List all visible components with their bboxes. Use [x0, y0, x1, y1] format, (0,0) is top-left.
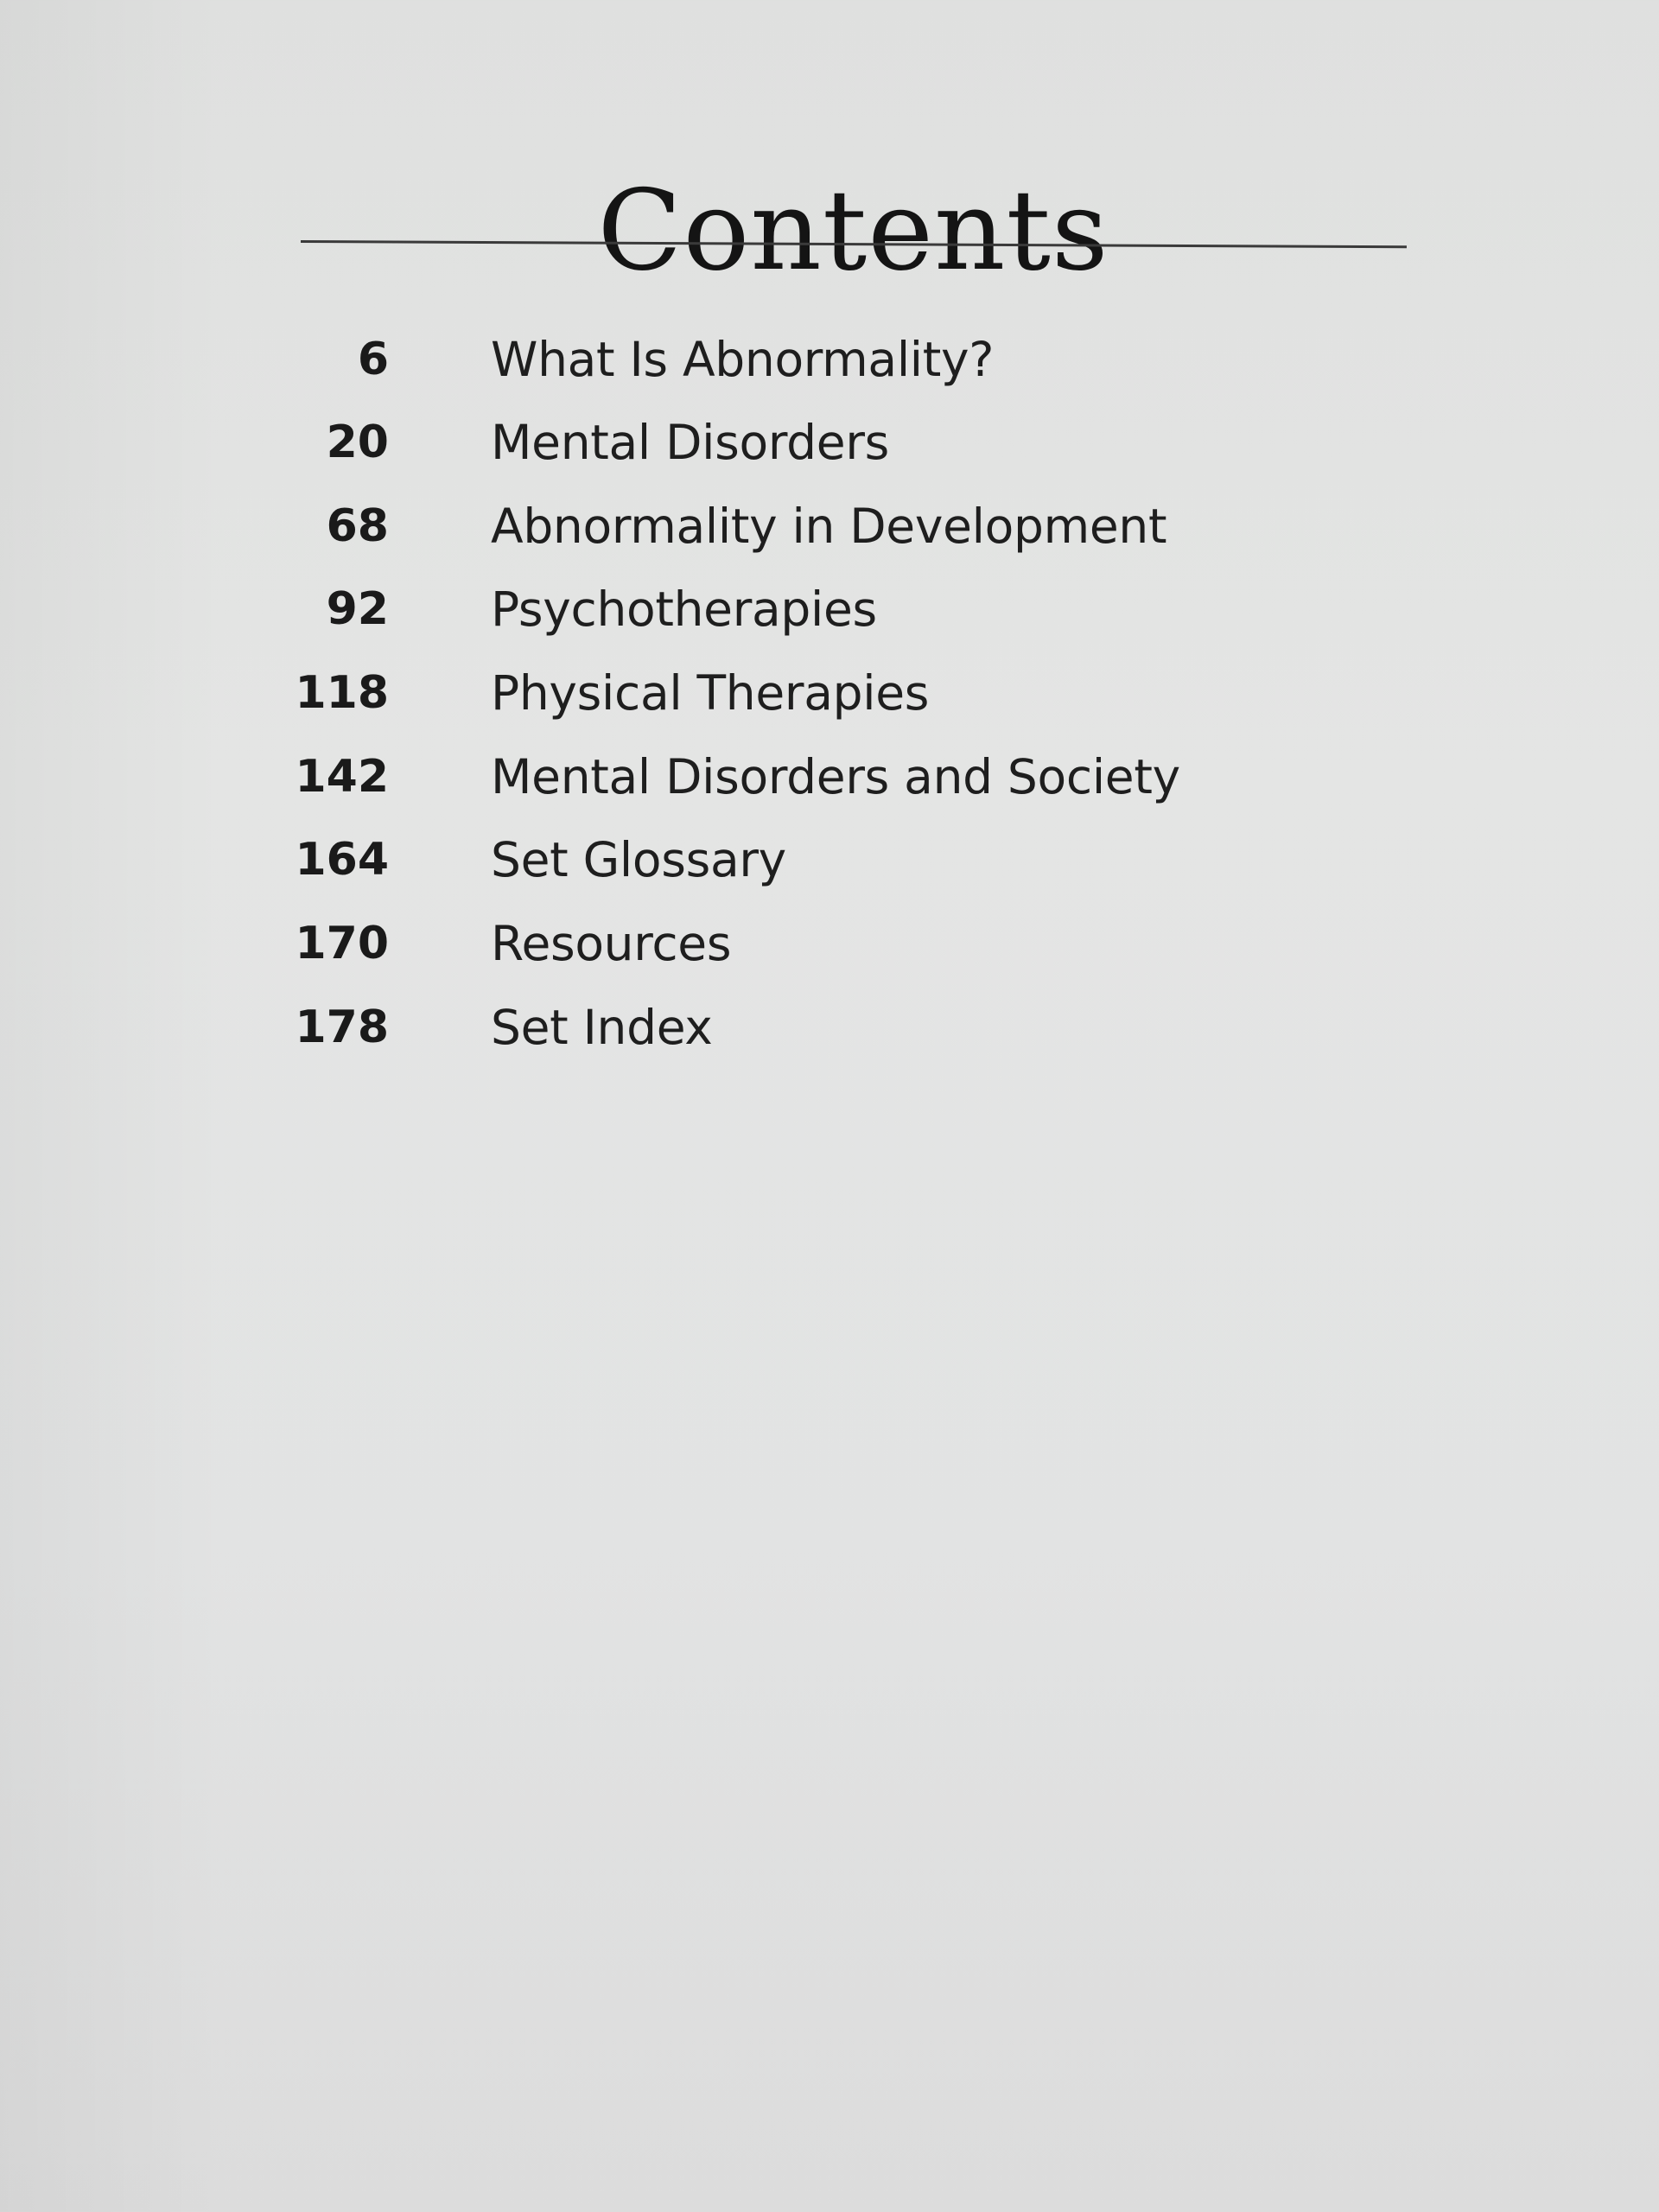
toc-entry-title: Mental Disorders and Society: [491, 749, 1180, 804]
toc-page-number: 6: [357, 334, 389, 385]
toc-page-number: 164: [295, 834, 389, 886]
toc-page-number: 178: [295, 1001, 389, 1053]
toc-entry: [0, 568, 1659, 651]
toc-entry-title: Psychotherapies: [491, 582, 877, 637]
toc-entry-title: Set Index: [491, 1000, 713, 1055]
toc-entry-title: Physical Therapies: [491, 665, 930, 721]
toc-entry: [0, 818, 1659, 901]
toc-entry-title: Abnormality in Development: [491, 499, 1167, 554]
toc-entry-title: Mental Disorders: [491, 415, 889, 470]
toc-entry: [0, 318, 1659, 401]
toc-entry-title: What Is Abnormality?: [491, 332, 995, 387]
toc-page-number: 142: [295, 751, 389, 803]
toc-entry: [0, 401, 1659, 484]
toc-entry: [0, 735, 1659, 818]
toc-entry: [0, 652, 1659, 734]
toc-entry: [0, 902, 1659, 985]
toc-page-number: 20: [326, 416, 389, 468]
toc-entry: [0, 986, 1659, 1069]
toc-page-number: 92: [326, 583, 389, 635]
toc-entry: [0, 485, 1659, 568]
page-title: Contents: [597, 166, 1109, 296]
toc-page-number: 118: [295, 667, 389, 719]
toc-entry-title: Resources: [491, 916, 732, 971]
toc-entry-title: Set Glossary: [491, 832, 786, 887]
toc-page-number: 170: [295, 918, 389, 969]
toc-page-number: 68: [326, 500, 389, 552]
